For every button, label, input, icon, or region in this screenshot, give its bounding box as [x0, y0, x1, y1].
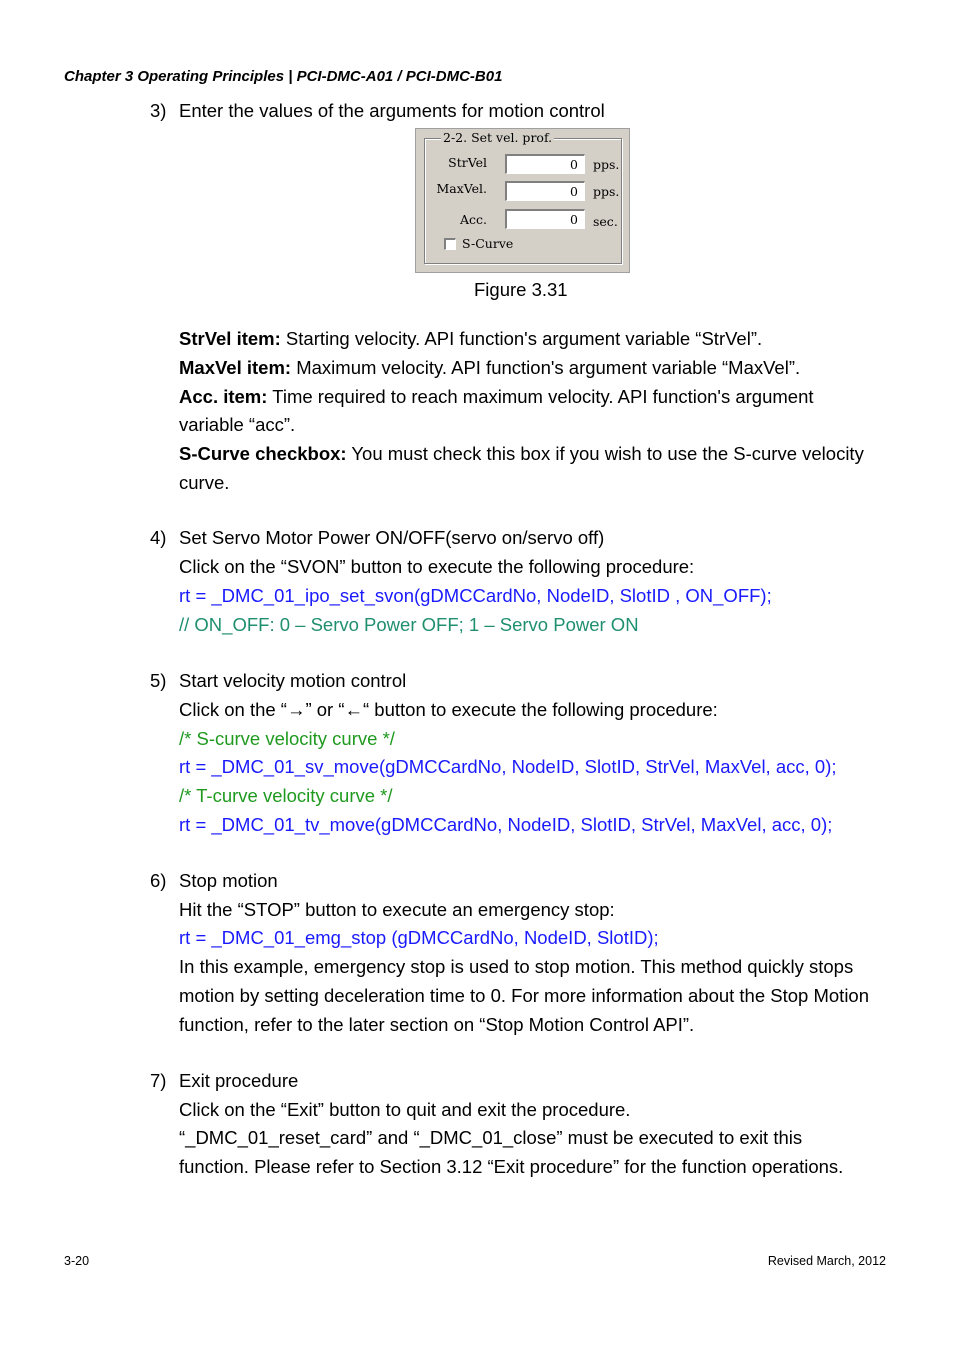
item-desc: Starting velocity. API function's argument variable “StrVel”. [280, 328, 763, 349]
strvel-label: StrVel [448, 155, 487, 170]
maxvel-input[interactable]: 0 [505, 181, 585, 201]
step-6-code: rt = _DMC_01_emg_stop (gDMCCardNo, NodeID, SlotID); [179, 927, 659, 948]
step-7-title: Exit procedure [179, 1070, 299, 1091]
item-term: S-Curve checkbox: [179, 443, 347, 464]
step-6-para-line: function, refer to the later section on “Stop Motion Control API”. [179, 1014, 695, 1035]
step-5-code-tv-move: rt = _DMC_01_tv_move(gDMCCardNo, NodeID, SlotID, StrVel, MaxVel, acc, 0); [179, 814, 833, 835]
strvel-input[interactable]: 0 [505, 154, 585, 174]
item-term: Acc. item: [179, 386, 268, 407]
step-7-line: Click on the “Exit” button to quit and exit the procedure. [179, 1099, 631, 1120]
step-4-comment: // ON_OFF: 0 – Servo Power OFF; 1 – Servo Power ON [179, 614, 639, 635]
item-acc [179, 385, 814, 409]
item-acc-cont [179, 413, 295, 437]
running-header: Chapter 3 Operating Principles | PCI-DMC-A01 / PCI-DMC-B01 [64, 68, 503, 85]
s-curve-label: S-Curve [462, 236, 514, 251]
step-3-title: Enter the values of the arguments for motion control [179, 100, 605, 121]
step-6-instruction: Hit the “STOP” button to execute an emergency stop: [179, 899, 615, 920]
acc-label: Acc. [459, 212, 487, 227]
item-term: MaxVel item: [179, 357, 292, 378]
step-6-number: 6) [150, 870, 167, 891]
step-7-number: 7) [150, 1070, 167, 1091]
step-5-instruction: Click on the “→” or “←“ button to execute the following procedure: [179, 699, 718, 720]
set-vel-prof-group [424, 130, 622, 264]
item-desc: curve. [179, 472, 230, 493]
item-s-curve [179, 442, 864, 466]
page-number: 3-20 [64, 1254, 90, 1268]
step-4-instruction: Click on the “SVON” button to execute the following procedure: [179, 556, 695, 577]
step-7-line: function. Please refer to Section 3.12 “Exit procedure” for the function operations. [179, 1156, 844, 1177]
revision-date: Revised March, 2012 [767, 1254, 886, 1268]
step-4-number: 4) [150, 527, 167, 548]
step-5-comment-t-curve: /* T-curve velocity curve */ [179, 785, 393, 806]
step-6-para-line: In this example, emergency stop is used to stop motion. This method quickly stops [179, 956, 854, 977]
item-maxvel [179, 356, 800, 380]
figure-caption: Figure 3.31 [474, 279, 568, 300]
velocity-profile-dialog [415, 128, 630, 273]
group-title: 2-2. Set vel. prof. [443, 130, 553, 145]
step-5-comment-s-curve: /* S-curve velocity curve */ [179, 728, 395, 749]
maxvel-label: MaxVel. [436, 181, 487, 196]
item-desc: You must check this box if you wish to use the S-curve velocity [346, 443, 864, 464]
step-6-title: Stop motion [179, 870, 278, 891]
s-curve-checkbox[interactable] [444, 238, 456, 250]
step-3-number: 3) [150, 100, 167, 121]
step-5-number: 5) [150, 670, 167, 691]
item-term: StrVel item: [179, 328, 281, 349]
acc-unit: sec. [593, 214, 618, 229]
item-strvel [179, 327, 762, 351]
step-5-code-sv-move: rt = _DMC_01_sv_move(gDMCCardNo, NodeID, SlotID, StrVel, MaxVel, acc, 0); [179, 756, 837, 777]
strvel-unit: pps. [593, 157, 620, 172]
step-4-code: rt = _DMC_01_ipo_set_svon(gDMCCardNo, NodeID, SlotID , ON_OFF); [179, 585, 772, 606]
step-4-title: Set Servo Motor Power ON/OFF(servo on/servo off) [179, 527, 605, 548]
maxvel-unit: pps. [593, 184, 620, 199]
step-6-para-line: motion by setting deceleration time to 0. For more information about the Stop Motion [179, 985, 870, 1006]
item-s-curve-cont [179, 471, 229, 495]
acc-input[interactable]: 0 [505, 209, 585, 229]
item-desc: Time required to reach maximum velocity. API function's argument [267, 386, 814, 407]
item-desc: variable “acc”. [179, 414, 296, 435]
item-desc: Maximum velocity. API function's argument variable “MaxVel”. [291, 357, 801, 378]
step-7-line: “_DMC_01_reset_card” and “_DMC_01_close” must be executed to exit this [179, 1127, 803, 1148]
step-5-title: Start velocity motion control [179, 670, 407, 691]
